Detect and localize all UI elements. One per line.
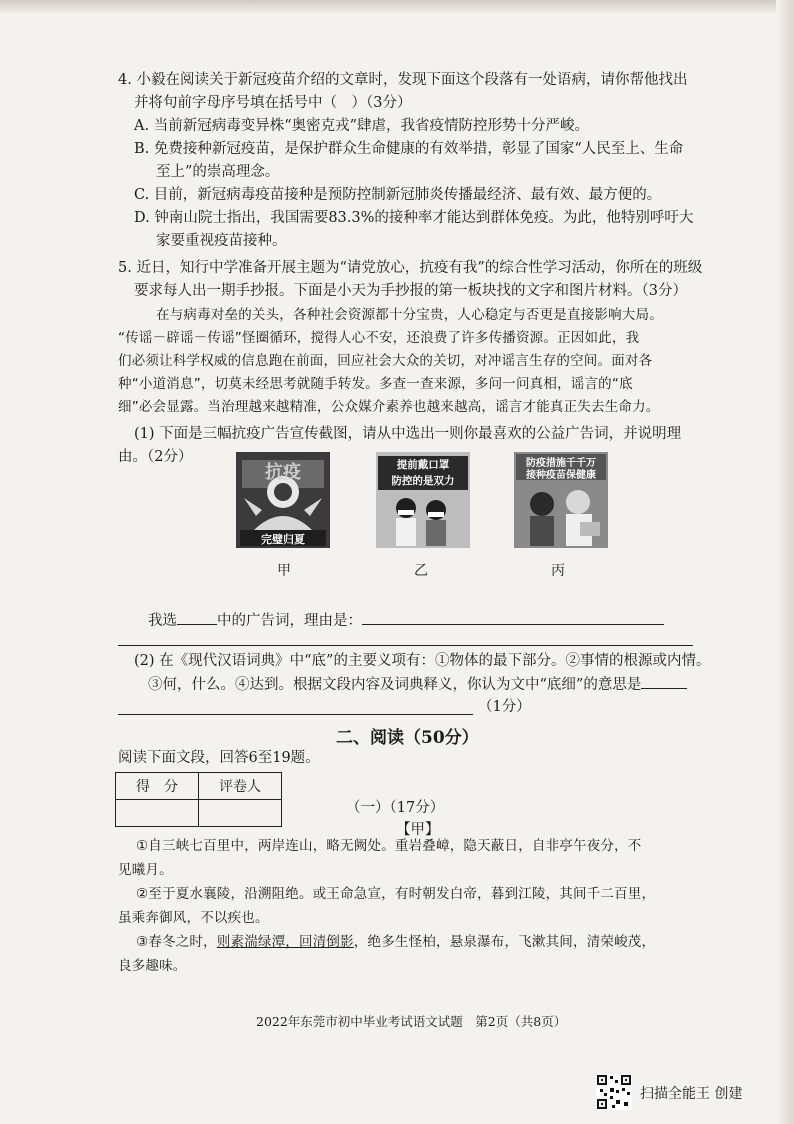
scan-edge-right [776, 0, 794, 1124]
scanner-brand-watermark: 扫描全能王 创建 [640, 1086, 743, 1102]
q5-line-1: 5. 近日，知行中学准备开展主题为“请党放心，抗疫有我”的综合性学习活动，你所在的班级 [118, 260, 703, 276]
q5-passage-5: 细”必会显露。当治理越来越精准，公众媒介素养也越来越高，谣言才能真正失去生命力。 [118, 399, 660, 415]
section-title-reading: 二、阅读（50分） [336, 728, 479, 748]
q5-sub1-line-2: 由。（2分） [118, 449, 193, 465]
q4-option-d: D. 钟南山院士指出，我国需要83.3%的接种率才能达到群体免疫。为此，他特别呼吁大 [134, 210, 694, 226]
passage-jia-3-prefix: ③春冬之时， [136, 934, 217, 950]
score-header: 得 分 [116, 773, 199, 800]
q5-line-2: 要求每人出一期手抄报。下面是小天为手抄报的第一板块找的文字和图片材料。（3分） [134, 283, 687, 299]
passage-jia-3 [136, 932, 655, 952]
q5-sub2-line-2 [148, 674, 687, 695]
ad-picture-bing [514, 452, 608, 548]
ad-label-jia: 甲 [277, 563, 291, 579]
ad-bing-caption: 接种疫苗保健康 [526, 470, 596, 481]
ad-jia-caption: 完璧归夏 [261, 533, 305, 546]
q4-option-c: C. 目前，新冠病毒疫苗接种是预防控制新冠肺炎传播最经济、最有效、最方便的。 [134, 187, 662, 203]
passage-jia-2-cont: 虽乘奔御风，不以疾也。 [118, 910, 269, 926]
q5-passage-3: 们必须让科学权威的信息跑在前面，回应社会大众的关切，对冲谣言生存的空间。面对各 [118, 353, 653, 369]
part-one-heading: （一）（17分） [346, 800, 445, 816]
q4-option-a: A. 当前新冠病毒变异株“奥密克戎”肆虐，我省疫情防控形势十分严峻。 [134, 118, 590, 134]
reason-blank-line-2[interactable] [118, 645, 693, 646]
passage-jia-1-cont: 见曦月。 [118, 862, 173, 878]
ad-bing-banner: 防疫措施千千万 [526, 458, 596, 469]
grader-header: 评卷人 [199, 773, 282, 800]
passage-jia-3-underlined: 则素湍绿潭，回清倒影 [216, 934, 354, 950]
answer-middle: 中的广告词，理由是： [217, 613, 362, 629]
answer-prefix: 我选 [148, 613, 177, 629]
q5-passage-1: 在与病毒对垒的关头，各种社会资源都十分宝贵，人心稳定与否更是直接影响大局。 [156, 307, 663, 323]
ad-picture-yi [376, 452, 470, 548]
page-footer: 2022年东莞市初中毕业考试语文试题 第2页（共8页） [256, 1014, 567, 1029]
passage-jia-3-cont: 良多趣味。 [118, 958, 187, 974]
passage-jia-3-suffix: ，绝多生怪柏，悬泉瀑布，飞漱其间，清荣峻茂， [353, 934, 656, 950]
ad-label-yi: 乙 [414, 563, 428, 579]
ad-yi-caption: 防控的是双力 [391, 475, 455, 487]
q5-sub1-line-1: (1) 下面是三幅抗疫广告宣传截图，请从中选出一则你最喜欢的公益广告词，并说明理 [134, 426, 682, 442]
q4-option-d-cont: 家要重视疫苗接种。 [156, 233, 287, 249]
passage-jia-2: ②至于夏水襄陵，沿溯阻绝。或王命急宣，有时朝发白帝，暮到江陵，其间千二百里， [136, 886, 656, 902]
choice-blank[interactable] [177, 610, 217, 625]
ad-yi-banner: 提前戴口罩 [396, 459, 450, 471]
passage-jia-1: ①自三峡七百里中，两岸连山，略无阙处。重岩叠嶂，隐天蔽日，自非亭午夜分，不 [136, 838, 642, 854]
q4-option-b-cont: 至上”的崇高理念。 [156, 164, 280, 180]
ad-label-bing: 丙 [551, 563, 565, 579]
ad-jia-banner: 抗疫 [265, 462, 301, 483]
passage-jia-heading: 【甲】 [396, 822, 440, 838]
score-cell[interactable] [116, 800, 199, 827]
q5-passage-2: “传谣－辟谣－传谣”怪圈循环，搅得人心不安，还浪费了许多传播资源。正因如此，我 [118, 330, 640, 346]
q4-option-b: B. 免费接种新冠疫苗，是保护群众生命健康的有效举措，彰显了国家“人民至上、生命 [134, 141, 684, 157]
grader-cell[interactable] [199, 800, 282, 827]
reading-intro: 阅读下面文段，回答6至19题。 [118, 750, 320, 766]
q5-sub2-score: （1分） [478, 699, 531, 715]
qr-code-icon [596, 1074, 632, 1110]
q5-passage-4: 种“小道消息”，切莫未经思考就随手转发。多查一查来源，多问一问真相，谣言的“底 [118, 376, 633, 392]
dixi-blank-line-2[interactable] [118, 714, 473, 715]
q5-sub2-line-1: (2) 在《现代汉语词典》中“底”的主要义项有：①物体的最下部分。②事情的根源或内情。 [134, 653, 711, 669]
scan-edge-top [0, 0, 794, 14]
score-table [115, 772, 282, 827]
dixi-blank[interactable] [641, 674, 687, 689]
q4-line-2: 并将句前字母序号填在括号中（ ）（3分） [134, 95, 412, 111]
reason-blank[interactable] [362, 610, 664, 625]
q5-answer-line [148, 610, 664, 631]
ad-picture-jia [236, 452, 330, 548]
q4-line-1: 4. 小毅在阅读关于新冠疫苗介绍的文章时，发现下面这个段落有一处语病，请你帮他找出 [118, 72, 688, 88]
sub2-text: ③何，什么。④达到。根据文段内容及词典释义，你认为文中“底细”的意思是 [148, 677, 642, 693]
